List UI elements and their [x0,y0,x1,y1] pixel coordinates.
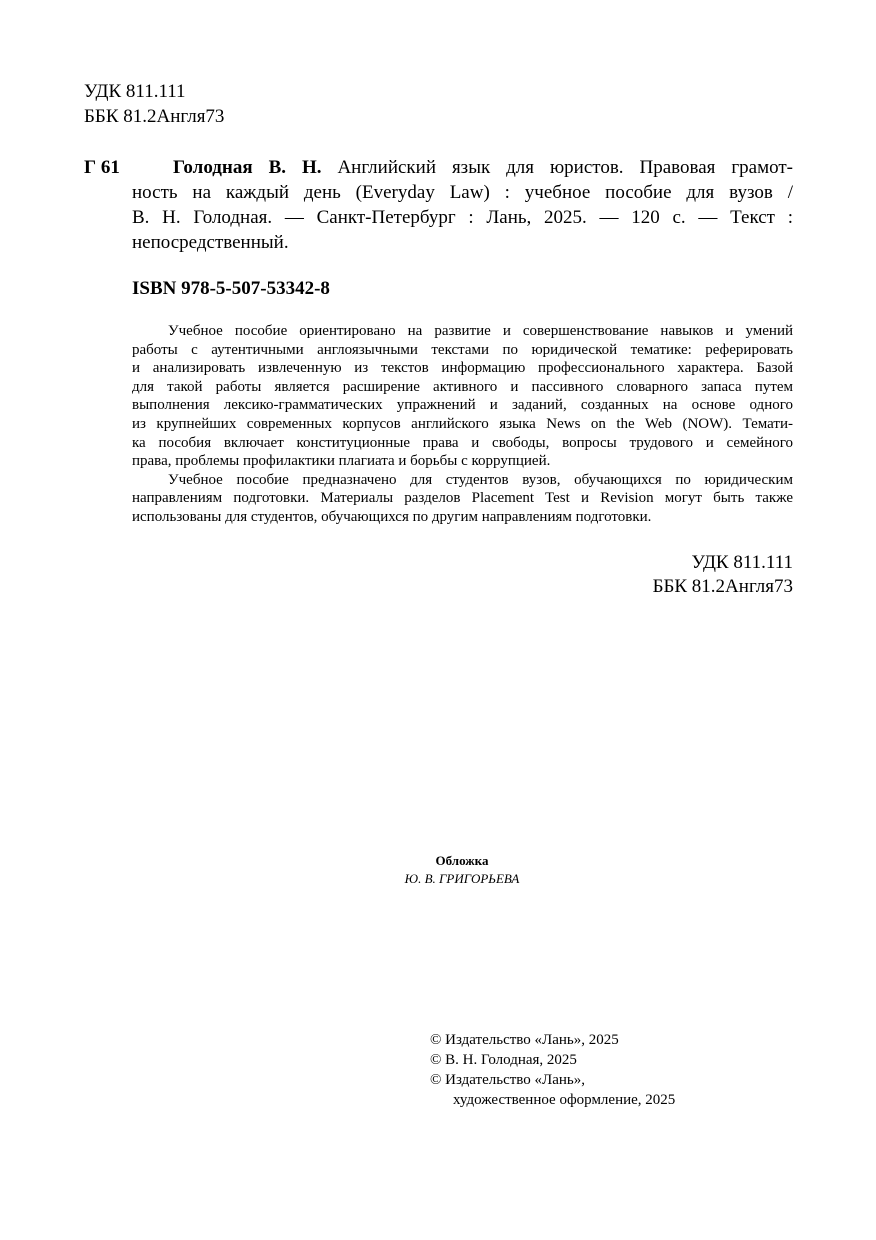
annotation-line: направлениям подготовки. Материалы разделов Placement Test и Revision могут быть также [132,490,793,507]
annotation-line: и анализировать извлеченную из текстов информацию профессионального характера. Базой [132,360,793,377]
cover-designer: Ю. В. ГРИГОРЬЕВА [404,871,520,886]
annotation-line: права, проблемы профилактики плагиата и борьбы с коррупцией. [132,453,551,470]
annotation-line: работы с аутентичными англоязычными текстами по юридической тематике: реферировать [132,341,793,358]
bib-line-4: непосредственный. [132,232,289,253]
isbn: ISBN 978-5-507-53342-8 [132,278,330,299]
author-sign: Г 61 [84,157,120,178]
copyright-line: художественное оформление, 2025 [453,1092,676,1108]
annotation-line: использованы для студентов, обучающихся по другим направлениям подготовки. [132,509,652,525]
copyright-line: © В. Н. Голодная, 2025 [430,1052,577,1068]
cover-label: Обложка [435,853,489,868]
bib-line-2: ность на каждый день (Everyday Law) : учебное пособие для вузов / [132,182,793,203]
class-bbk: ББК 81.2Англя73 [652,576,793,597]
bib-line-3: В. Н. Голодная. — Санкт-Петербург : Лань, 2025. — 120 с. — Текст : [132,207,793,228]
author-name: Голодная В. Н. [173,157,322,178]
annotation-line: выполнения лексико-грамматических упражнений и заданий, созданных на основе одного [132,397,793,414]
class-udk: УДК 811.111 [691,552,793,573]
header-udk: УДК 811.111 [84,81,186,102]
annotation-line: из крупнейших современных корпусов английского языка News on the Web (NOW). Темати- [132,416,793,432]
annotation-line: Учебное пособие предназначено для студентов вузов, обучающихся по юридическим [168,471,793,488]
copyright-line: © Издательство «Лань», [430,1072,585,1088]
bib-title: Английский язык для юристов. Правовая грамот- [337,157,793,178]
bib-line-1 [173,155,793,181]
annotation-line: ка пособия включает конституционные права и свободы, вопросы трудового и семейного [132,434,793,451]
header-bbk: ББК 81.2Англя73 [84,106,225,127]
annotation-line: для такой работы является расширение активного и пассивного словарного запаса путем [132,378,793,395]
copyright-line: © Издательство «Лань», 2025 [430,1032,619,1048]
annotation-line: Учебное пособие ориентировано на развитие и совершенствование навыков и умений [168,323,793,339]
